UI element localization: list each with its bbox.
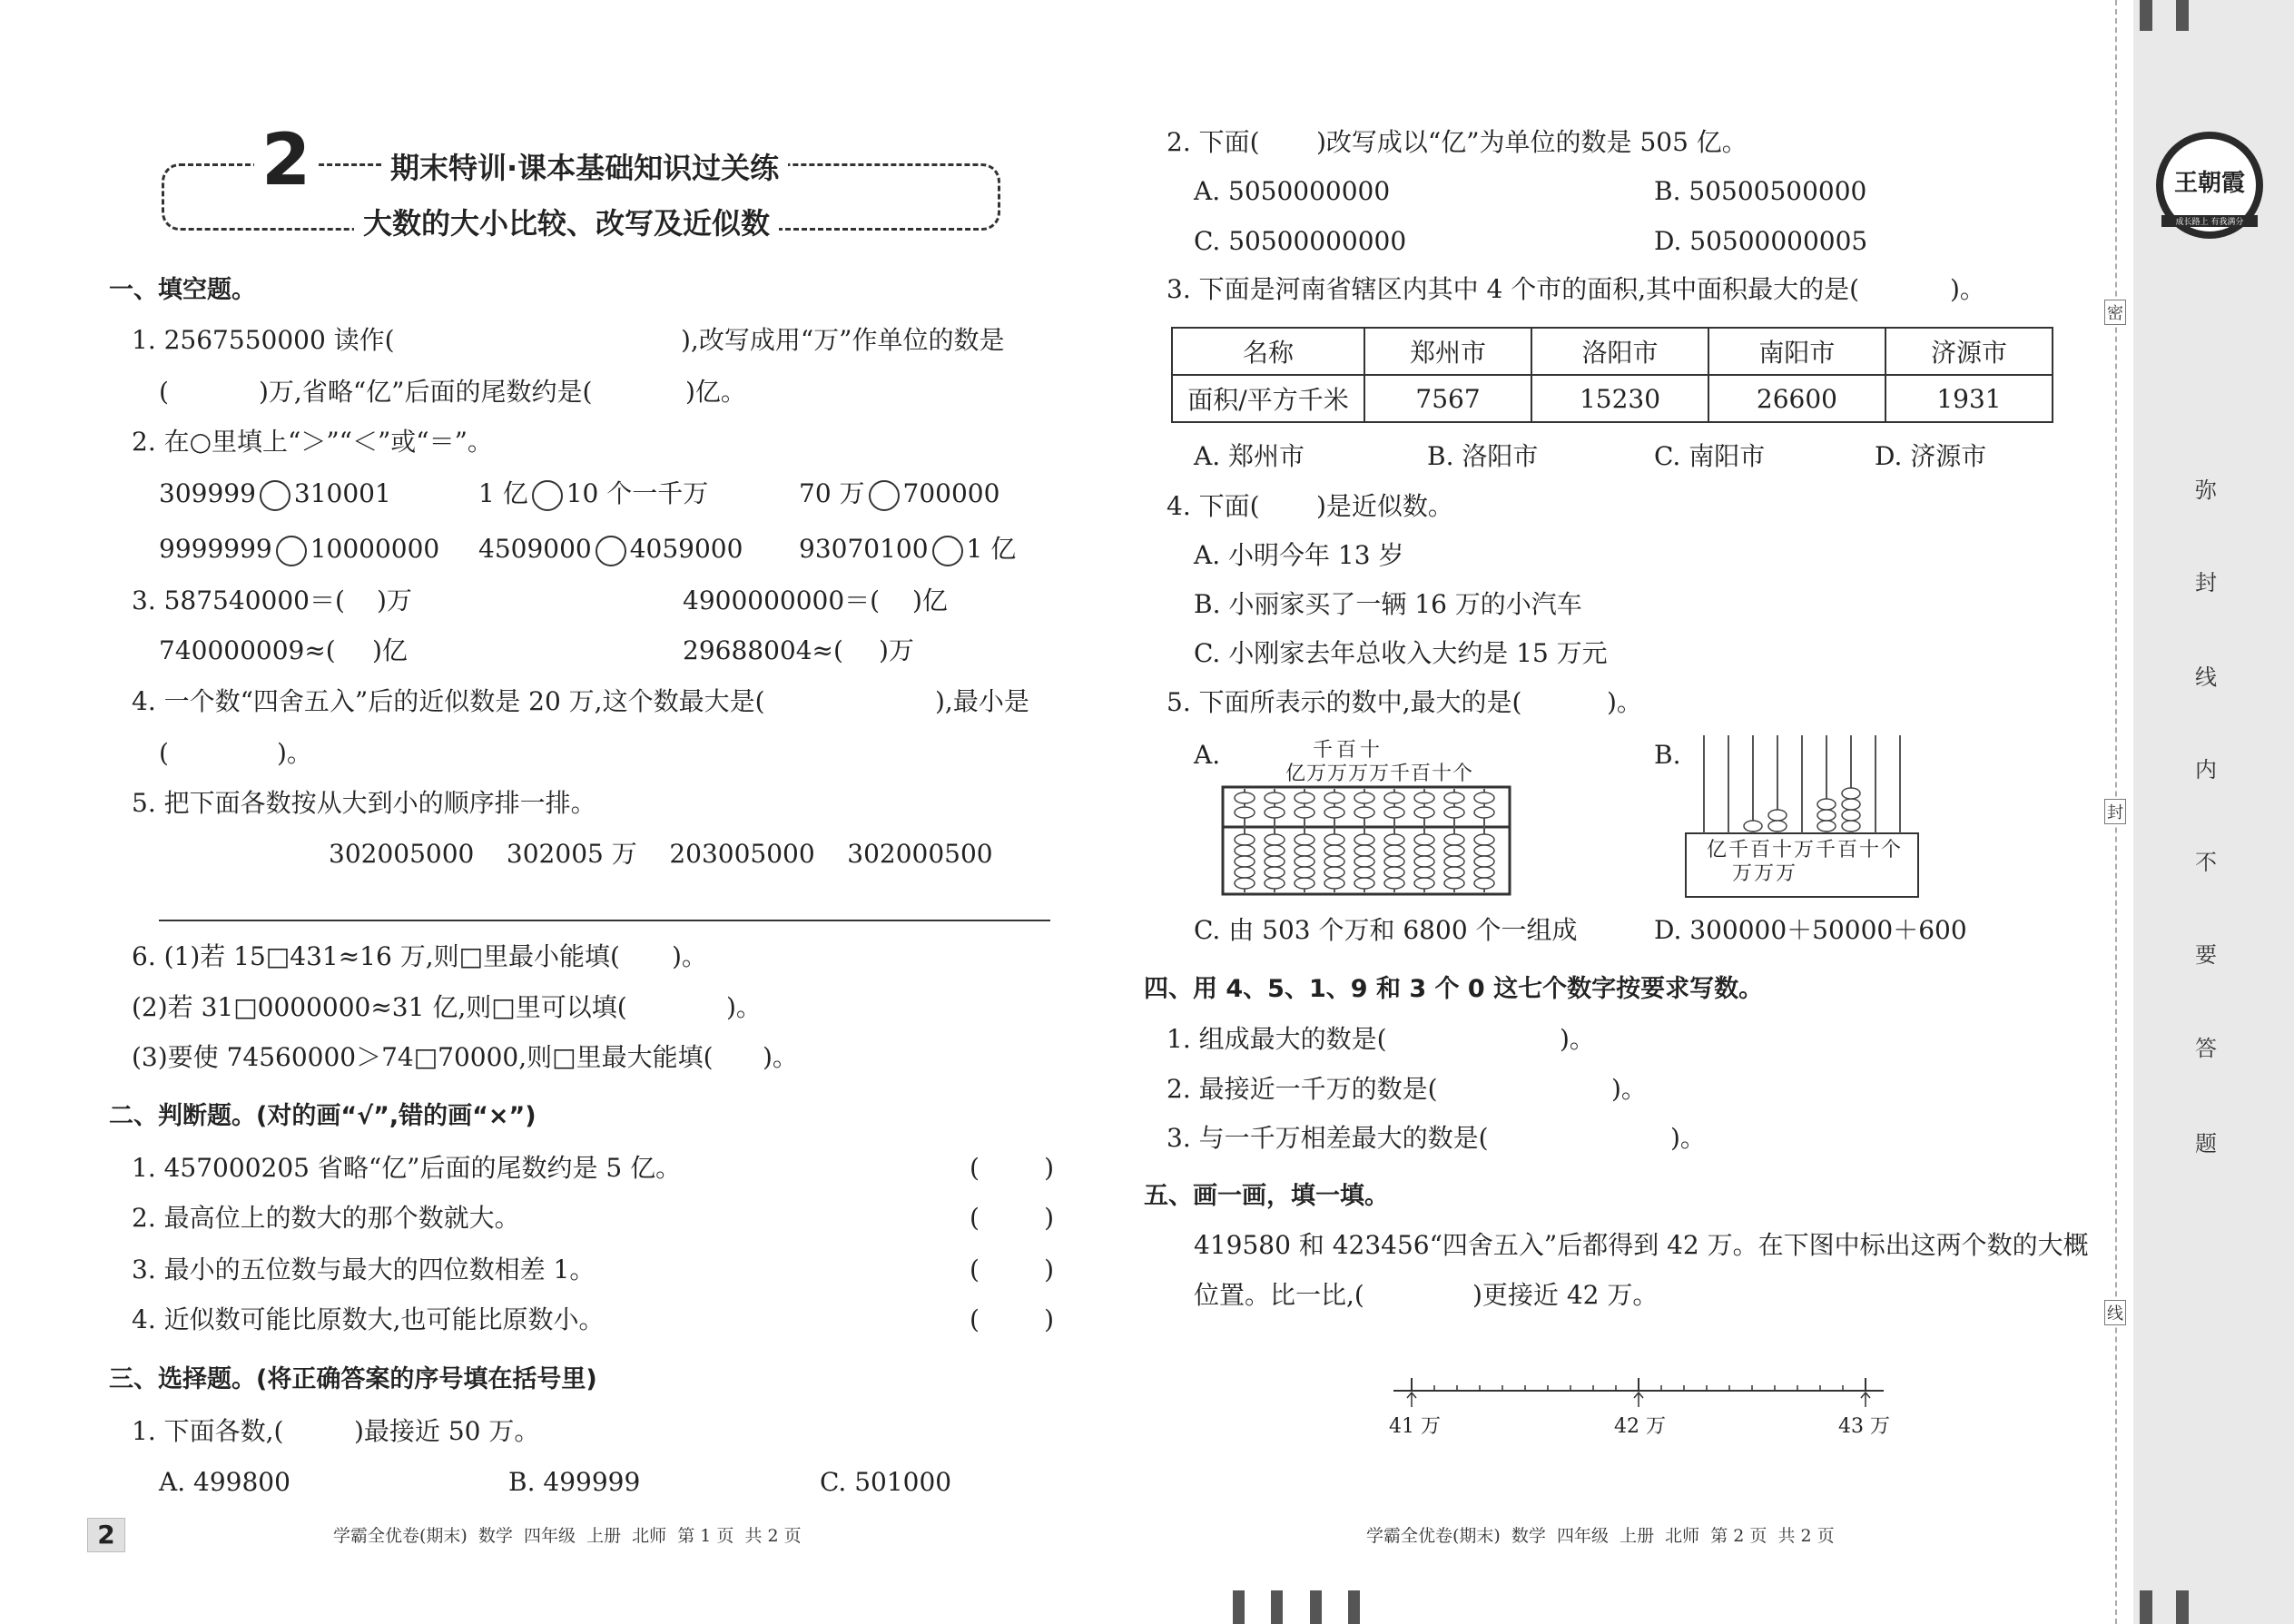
abacus-bead (1354, 807, 1374, 818)
strip-notice: 内 (2195, 757, 2217, 782)
table-row (1172, 375, 2053, 422)
table-cell: 7567 (1364, 375, 1531, 422)
choice4-text: 4. 下面( (1167, 491, 1260, 521)
abacus-bead (1354, 834, 1374, 845)
abacus-bead (1414, 834, 1434, 845)
compare-item: 309999 310001 (159, 478, 391, 511)
choice-option: B. 小丽家买了一辆 16 万的小汽车 (1194, 589, 1582, 619)
compare-item: 4509000 4059000 (478, 534, 743, 566)
abacus-bead (1414, 792, 1434, 803)
section1-title: 一、填空题。 (109, 276, 256, 304)
judge-item: 3. 最小的五位数与最大的四位数相差 1。 (132, 1255, 596, 1284)
choice-option: C. 小刚家去年总收入大约是 15 万元 (1194, 638, 1608, 668)
abacus-bead (1324, 856, 1344, 867)
footer-left: 学霸全优卷(期末) 数学 四年级 上册 北师 第 1 页 共 2 页 (333, 1526, 802, 1546)
strip-notice: 弥 (2195, 477, 2217, 503)
compare-item: 9999999 10000000 (159, 534, 439, 566)
write-item: 1. 组成最大的数是( (1167, 1024, 1387, 1054)
judge-paren[interactable]: ( ) (970, 1304, 1055, 1334)
q1-text: ),改写成用“万”作单位的数是 (681, 325, 1005, 355)
draw-text: 419580 和 423456“四舍五入”后都得到 42 万。在下图中标出这两个数的大概 (1194, 1230, 2089, 1260)
number-line-arrow (1634, 1393, 1643, 1407)
abacus-bead (1414, 867, 1434, 878)
abacus-bead (1474, 845, 1494, 856)
q3-text: 29688004≈( (683, 635, 843, 665)
write-item: 3. 与一千万相差最大的数是( (1167, 1123, 1489, 1153)
choice3-text: )。 (1950, 274, 1985, 304)
choice1-text: )最接近 50 万。 (354, 1416, 540, 1446)
header-number: 2 (254, 124, 318, 197)
answer-circle[interactable] (276, 536, 307, 566)
abacus-bead (1265, 867, 1285, 878)
seal-mark: 封 (2104, 799, 2126, 824)
abacus-bead (1235, 792, 1255, 803)
cut-mark (2140, 0, 2152, 31)
answer-line[interactable] (159, 920, 1050, 921)
q6-text: (2)若 31□0000000≈31 亿,则□里可以填( (132, 992, 627, 1022)
abacus-bead (1384, 867, 1404, 878)
choice-option: C. 南阳市 (1654, 441, 1766, 471)
choice-option: D. 300000＋50000＋600 (1654, 915, 1967, 945)
write-item: 2. 最接近一千万的数是( (1167, 1074, 1438, 1104)
q4-text: ( (159, 738, 169, 768)
counter-bead (1768, 821, 1787, 832)
write-item: )。 (1611, 1074, 1647, 1104)
q6-text: 6. (1)若 15□431≈16 万,则□里最小能填( (132, 941, 620, 971)
q3-text: )亿 (912, 586, 948, 615)
counter-bead (1817, 799, 1836, 810)
write-item: )。 (1670, 1123, 1706, 1153)
abacus-bead (1354, 867, 1374, 878)
abacus-bead (1354, 856, 1374, 867)
brand-slogan: 成长路上 有我满分 (2161, 215, 2258, 227)
q1-text: )亿。 (685, 377, 746, 407)
counter-bead (1842, 788, 1860, 799)
compare-item: 93070100 1 亿 (799, 534, 1016, 566)
section5-title: 五、画一画，填一填。 (1144, 1182, 1389, 1210)
header-title: 期末特训·课本基础知识过关练 (381, 150, 788, 186)
strip-notice: 答 (2195, 1036, 2217, 1061)
q4-text: ),最小是 (935, 686, 1029, 716)
choice-option: D. 济源市 (1875, 441, 1987, 471)
abacus-bead (1384, 807, 1404, 818)
abacus-bead (1354, 845, 1374, 856)
q3-text: 4900000000＝( (683, 586, 881, 615)
q6-text: (3)要使 74560000＞74□70000,则□里最大能填( (132, 1042, 714, 1072)
counter-bead (1768, 810, 1787, 821)
abacus-bead (1235, 878, 1255, 889)
judge-item: 4. 近似数可能比原数大,也可能比原数小。 (132, 1304, 605, 1334)
choice-option: B. 50500500000 (1654, 176, 1867, 206)
abacus-bead (1265, 878, 1285, 889)
section3-title: 三、选择题。(将正确答案的序号填在括号里) (109, 1365, 597, 1393)
table-cell: 南阳市 (1708, 328, 1885, 375)
cut-mark (1271, 1590, 1283, 1624)
cut-mark (1310, 1590, 1322, 1624)
answer-circle[interactable] (869, 480, 900, 511)
abacus-bead (1474, 856, 1494, 867)
abacus-bead (1295, 792, 1314, 803)
abacus-bead (1414, 878, 1434, 889)
abacus-bead (1444, 867, 1464, 878)
abacus-bead (1324, 867, 1344, 878)
cut-mark (2140, 1590, 2152, 1624)
q3-text: )万 (879, 635, 914, 665)
choice-option: A. 499800 (159, 1467, 290, 1497)
abacus-bead (1384, 878, 1404, 889)
abacus-bead (1384, 856, 1404, 867)
counter-bead (1842, 799, 1860, 810)
page-badge: 2 (87, 1518, 125, 1552)
abacus-bead (1295, 856, 1314, 867)
abacus-bead (1295, 867, 1314, 878)
abacus-bead (1324, 834, 1344, 845)
write-item: )。 (1560, 1024, 1595, 1054)
footer-right: 学霸全优卷(期末) 数学 四年级 上册 北师 第 2 页 共 2 页 (1366, 1526, 1835, 1546)
abacus-bead (1295, 834, 1314, 845)
table-cell: 面积/平方千米 (1172, 375, 1364, 422)
abacus-a-label-top: 千百十 (1313, 739, 1384, 762)
cut-mark (2176, 1590, 2189, 1624)
abacus-bead (1414, 807, 1434, 818)
abacus-b (1684, 735, 1920, 899)
number-line-arrow (1407, 1393, 1416, 1407)
q6-text: )。 (672, 941, 707, 971)
table-cell: 名称 (1172, 328, 1364, 375)
choice-option: B. (1654, 740, 1681, 770)
abacus-bead (1265, 792, 1285, 803)
section2-title: 二、判断题。(对的画“√”,错的画“×”) (109, 1102, 537, 1130)
choice-option: B. 499999 (508, 1467, 641, 1497)
choice-option: A. 郑州市 (1194, 441, 1305, 471)
choice-option: A. 小明今年 13 岁 (1194, 540, 1404, 570)
number-line-label: 42 万 (1614, 1415, 1666, 1438)
judge-paren[interactable]: ( ) (970, 1153, 1055, 1183)
choice-option: C. 50500000000 (1194, 226, 1407, 256)
table-cell: 郑州市 (1364, 328, 1531, 375)
table-cell: 洛阳市 (1531, 328, 1708, 375)
q1-text: 1. 2567550000 读作( (132, 325, 395, 355)
abacus-bead (1235, 807, 1255, 818)
q3-text: 3. 587540000＝( (132, 586, 345, 615)
compare-item: 1 亿 10 个一千万 (478, 478, 708, 511)
header-subtitle: 大数的大小比较、改写及近似数 (354, 205, 779, 241)
abacus-bead (1265, 807, 1285, 818)
choice2-text: )改写成以“亿”为单位的数是 505 亿。 (1316, 127, 1748, 157)
abacus-bead (1354, 792, 1374, 803)
abacus-bead (1265, 845, 1285, 856)
abacus-bead (1324, 792, 1344, 803)
counter-bead (1842, 821, 1860, 832)
choice5-text: 5. 下面所表示的数中,最大的是( (1167, 687, 1522, 717)
q4-text: 4. 一个数“四舍五入”后的近似数是 20 万,这个数最大是( (132, 686, 765, 716)
abacus-bead (1265, 834, 1285, 845)
answer-circle[interactable] (932, 536, 963, 566)
area-table (1171, 327, 2053, 423)
table-header-row (1172, 328, 2053, 375)
choice5-text: )。 (1607, 687, 1642, 717)
abacus-bead (1265, 856, 1285, 867)
draw-text: )更接近 42 万。 (1472, 1280, 1659, 1310)
counter-bead (1744, 821, 1762, 832)
abacus-bead (1235, 845, 1255, 856)
counter-bead (1817, 810, 1836, 821)
cut-mark (1348, 1590, 1360, 1624)
choice3-text: 3. 下面是河南省辖区内其中 4 个市的面积,其中面积最大的是( (1167, 274, 1860, 304)
abacus-bead (1474, 807, 1494, 818)
choice-option: B. 洛阳市 (1427, 441, 1539, 471)
choice4-text: )是近似数。 (1316, 491, 1453, 521)
counter-bead (1817, 821, 1836, 832)
judge-item: 2. 最高位上的数大的那个数就大。 (132, 1203, 520, 1233)
abacus-bead (1474, 867, 1494, 878)
answer-circle[interactable] (260, 480, 290, 511)
judge-item: 1. 457000205 省略“亿”后面的尾数约是 5 亿。 (132, 1153, 682, 1183)
abacus-bead (1474, 792, 1494, 803)
abacus-bead (1235, 856, 1255, 867)
abacus-bead (1295, 807, 1314, 818)
q3-text: 740000009≈( (159, 635, 336, 665)
choice-option: C. 由 503 个万和 6800 个一组成 (1194, 915, 1578, 945)
abacus-bead (1444, 878, 1464, 889)
q5-numbers: 302005000 302005 万 203005000 302000500 (329, 839, 993, 869)
choice-option: A. (1194, 740, 1221, 770)
choice-option: A. 5050000000 (1194, 176, 1391, 206)
number-line-label: 43 万 (1838, 1415, 1890, 1438)
abacus-bead (1384, 792, 1404, 803)
cut-mark (2176, 0, 2189, 31)
abacus-bead (1384, 845, 1404, 856)
q3-text: )亿 (372, 635, 408, 665)
abacus-bead (1295, 878, 1314, 889)
q6-text: )。 (726, 992, 762, 1022)
number-line-label: 41 万 (1389, 1415, 1441, 1438)
table-cell: 26600 (1708, 375, 1885, 422)
strip-notice: 题 (2195, 1131, 2217, 1156)
seal-mark: 密 (2104, 300, 2126, 325)
strip-notice: 线 (2195, 664, 2217, 690)
abacus-bead (1354, 878, 1374, 889)
q4-text: )。 (277, 738, 312, 768)
q1-text: ( (159, 377, 169, 407)
abacus-bead (1474, 878, 1494, 889)
judge-paren[interactable]: ( ) (970, 1203, 1055, 1233)
q2-text: 2. 在○里填上“＞”“＜”或“＝”。 (132, 427, 493, 457)
q3-text: )万 (377, 586, 412, 615)
judge-paren[interactable]: ( ) (970, 1255, 1055, 1284)
abacus-bead (1444, 845, 1464, 856)
abacus-b-label: 万万万 (1732, 862, 1798, 885)
brand-name: 王朝霞 (2173, 170, 2245, 197)
table-cell: 1931 (1885, 375, 2053, 422)
abacus-bead (1414, 856, 1434, 867)
table-cell: 15230 (1531, 375, 1708, 422)
abacus-bead (1384, 834, 1404, 845)
choice-option: C. 501000 (820, 1467, 952, 1497)
choice1-text: 1. 下面各数,( (132, 1416, 284, 1446)
table-cell: 济源市 (1885, 328, 2053, 375)
brand-seal (2156, 132, 2263, 239)
abacus-bead (1444, 807, 1464, 818)
choice2-text: 2. 下面( (1167, 127, 1260, 157)
abacus-bead (1295, 845, 1314, 856)
counter-bead (1842, 810, 1860, 821)
draw-text: 位置。比一比,( (1194, 1280, 1364, 1310)
strip-notice: 要 (2195, 942, 2217, 968)
compare-item: 70 万 700000 (799, 478, 999, 511)
number-line-arrow (1861, 1393, 1870, 1407)
abacus-bead (1414, 845, 1434, 856)
q1-text: )万,省略“亿”后面的尾数约是( (259, 377, 593, 407)
abacus-a-label: 亿万万万万千百十个 (1285, 763, 1474, 785)
abacus-bead (1324, 845, 1344, 856)
abacus-a (1221, 785, 1511, 896)
strip-notice: 不 (2195, 850, 2217, 875)
abacus-bead (1235, 867, 1255, 878)
answer-circle[interactable] (532, 480, 563, 511)
answer-circle[interactable] (596, 536, 626, 566)
abacus-bead (1444, 856, 1464, 867)
choice-option: D. 50500000005 (1654, 226, 1868, 256)
abacus-bead (1324, 807, 1344, 818)
abacus-bead (1235, 834, 1255, 845)
abacus-bead (1324, 878, 1344, 889)
q5-text: 5. 把下面各数按从大到小的顺序排一排。 (132, 788, 596, 818)
abacus-bead (1444, 792, 1464, 803)
cut-mark (1233, 1590, 1245, 1624)
abacus-bead (1444, 834, 1464, 845)
strip-notice: 封 (2195, 570, 2217, 595)
seal-mark: 线 (2104, 1300, 2126, 1325)
abacus-bead (1474, 834, 1494, 845)
section4-title: 四、用 4、5、1、9 和 3 个 0 这七个数字按要求写数。 (1144, 975, 1764, 1003)
q6-text: )。 (763, 1042, 798, 1072)
abacus-b-label: 亿千百十万千百十个 (1707, 839, 1904, 861)
binding-strip (2133, 0, 2294, 1624)
